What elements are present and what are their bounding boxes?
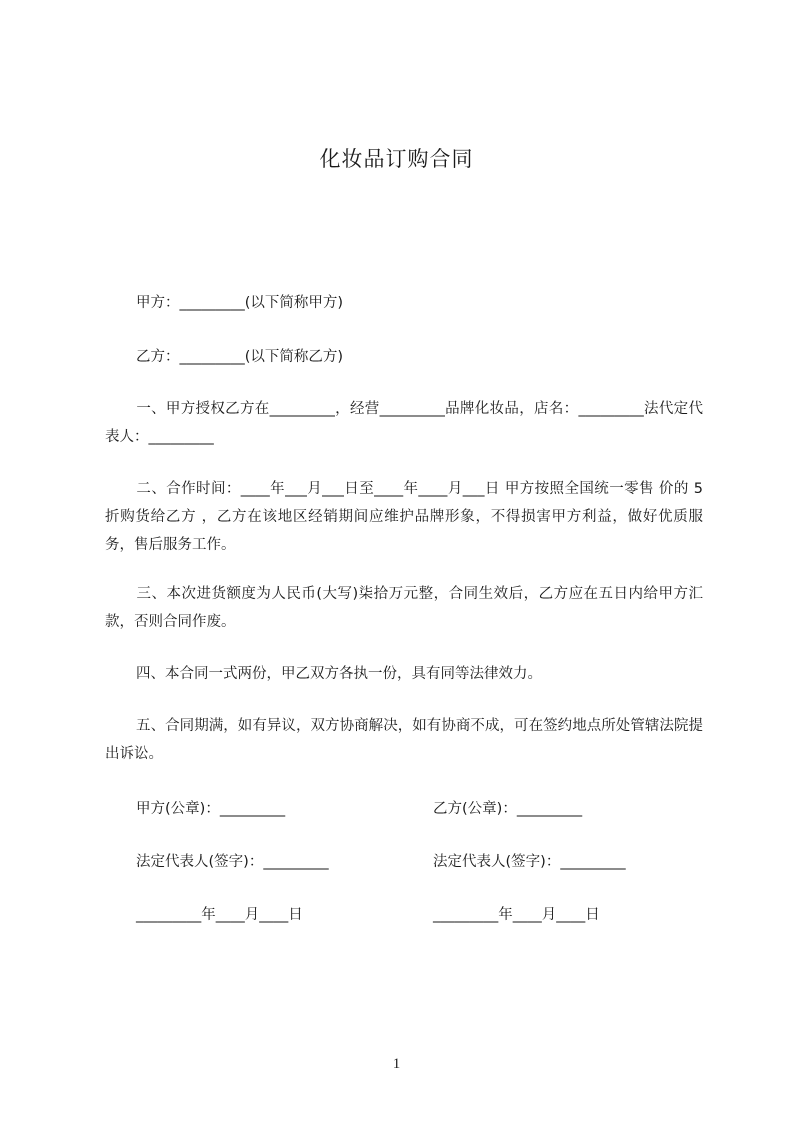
clause-3 (105, 580, 703, 636)
clause-1-text: 一、甲方授权乙方在_________，经营_________品牌化妆品，店名：_________法代定代表人：_________ (105, 401, 703, 445)
party-b-date: _________年____月____日 (433, 907, 600, 923)
document-title: 化妆品订购合同 (319, 147, 474, 171)
party-b-representative: 法定代表人(签字)：_________ (433, 854, 626, 870)
clause-5 (105, 712, 703, 768)
clause-3-text: 三、本次进货额度为人民币(大写)柒拾万元整，合同生效后，乙方应在五日内给甲方汇款，否则合同作废。 (105, 586, 703, 630)
clause-2-text: 二、合作时间：____年___月___日至____年____月___日 甲方按照全国统一零售 价的 5 折购货给乙方 ，乙方在该地区经销期间应维护品牌形象，不得损害甲方利益，做好优质服务，售后服务工作。 (105, 481, 703, 553)
clause-5-text: 五、合同期满，如有异议，双方协商解决，如有协商不成，可在签约地点所处管辖法院提出诉讼。 (105, 718, 703, 762)
clause-4 (105, 660, 703, 688)
party-a-representative: 法定代表人(签字)：_________ (136, 854, 329, 870)
party-a-line: 甲方：_________(以下简称甲方) (136, 295, 344, 311)
clause-2 (105, 475, 703, 559)
party-b-line: 乙方：_________(以下简称乙方) (136, 349, 344, 365)
party-b-seal: 乙方(公章)：_________ (433, 801, 583, 817)
party-a-seal: 甲方(公章)：_________ (136, 801, 286, 817)
clause-1 (105, 395, 703, 451)
party-a-date: _________年____月____日 (136, 907, 303, 923)
clause-4-text: 四、本合同一式两份，甲乙双方各执一份，具有同等法律效力。 (136, 666, 542, 682)
page-number: 1 (392, 1056, 401, 1072)
